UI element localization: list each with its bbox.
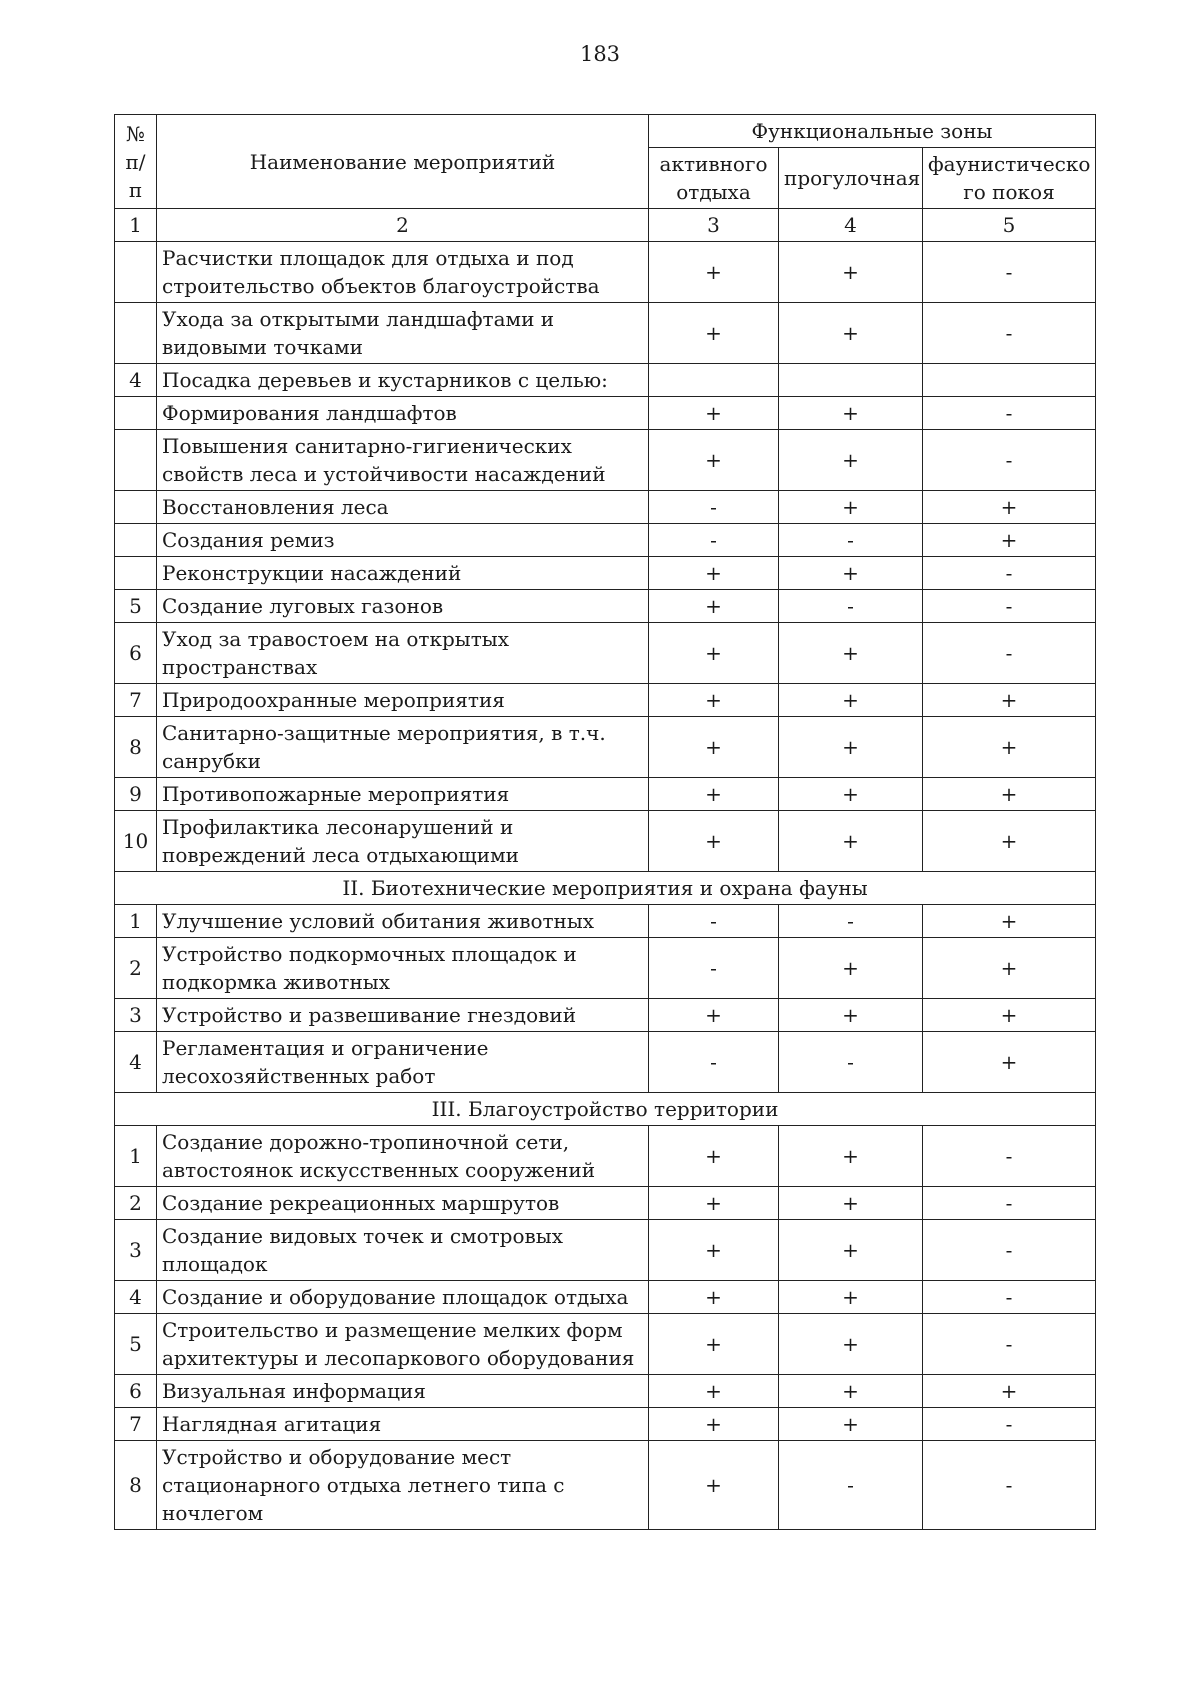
row-name-cell: Реконструкции насаждений [157, 557, 649, 590]
table-row [115, 623, 1096, 684]
row-number-cell: 1 [115, 905, 157, 938]
table-row [115, 938, 1096, 999]
table-row [115, 811, 1096, 872]
table-row [115, 778, 1096, 811]
zone-walking-cell: + [779, 1281, 923, 1314]
measures-table [114, 114, 1096, 1530]
header-zones: Функциональные зоны [649, 115, 1096, 148]
row-name-cell: Создание рекреационных маршрутов [157, 1187, 649, 1220]
row-number-cell: 10 [115, 811, 157, 872]
zone-walking-cell: + [779, 778, 923, 811]
zone-walking-cell: - [779, 905, 923, 938]
section-row [115, 872, 1096, 905]
table-row [115, 364, 1096, 397]
section-title: III. Благоустройство территории [115, 1093, 1096, 1126]
zone-walking-cell: + [779, 557, 923, 590]
zone-walking-cell [779, 364, 923, 397]
zone-fauna-cell: + [923, 717, 1096, 778]
row-name-cell: Ухода за открытыми ландшафтами и видовыми точками [157, 303, 649, 364]
table-row [115, 905, 1096, 938]
table-row [115, 1187, 1096, 1220]
table-row [115, 491, 1096, 524]
zone-fauna-cell: - [923, 590, 1096, 623]
zone-fauna-cell: - [923, 1126, 1096, 1187]
zone-fauna-cell: - [923, 1314, 1096, 1375]
zone-fauna-cell: - [923, 557, 1096, 590]
zone-walking-cell: + [779, 623, 923, 684]
table-row [115, 430, 1096, 491]
zone-fauna-cell: - [923, 1281, 1096, 1314]
zone-walking-cell: + [779, 242, 923, 303]
zone-active-cell: + [649, 999, 779, 1032]
row-name-cell: Расчистки площадок для отдыха и под строительство объектов благоустройства [157, 242, 649, 303]
zone-fauna-cell: - [923, 397, 1096, 430]
header-zone-active: активного отдыха [649, 148, 779, 209]
row-number-cell [115, 430, 157, 491]
zone-fauna-cell: - [923, 242, 1096, 303]
zone-active-cell: - [649, 491, 779, 524]
index-cell: 3 [649, 209, 779, 242]
row-number-cell: 3 [115, 1220, 157, 1281]
table-row [115, 717, 1096, 778]
zone-walking-cell: + [779, 717, 923, 778]
zone-fauna-cell: + [923, 1032, 1096, 1093]
table-row [115, 1375, 1096, 1408]
row-number-cell: 2 [115, 1187, 157, 1220]
zone-fauna-cell: + [923, 811, 1096, 872]
section-row [115, 1093, 1096, 1126]
header-zone-walking: прогулочная [779, 148, 923, 209]
row-name-cell: Посадка деревьев и кустарников с целью: [157, 364, 649, 397]
index-cell: 2 [157, 209, 649, 242]
zone-walking-cell: + [779, 430, 923, 491]
row-number-cell: 6 [115, 623, 157, 684]
row-number-cell: 6 [115, 1375, 157, 1408]
zone-walking-cell: + [779, 1187, 923, 1220]
zone-fauna-cell: - [923, 1220, 1096, 1281]
zone-fauna-cell: + [923, 999, 1096, 1032]
zone-active-cell: + [649, 1281, 779, 1314]
zone-active-cell: + [649, 590, 779, 623]
index-cell: 4 [779, 209, 923, 242]
zone-walking-cell: + [779, 1375, 923, 1408]
zone-walking-cell: + [779, 1408, 923, 1441]
row-number-cell [115, 303, 157, 364]
zone-walking-cell: + [779, 1220, 923, 1281]
zone-walking-cell: + [779, 938, 923, 999]
row-number-cell: 3 [115, 999, 157, 1032]
table-row [115, 1441, 1096, 1530]
row-name-cell: Создание видовых точек и смотровых площадок [157, 1220, 649, 1281]
zone-fauna-cell: - [923, 1408, 1096, 1441]
row-name-cell: Устройство и оборудование мест стационарного отдыха летнего типа с ночлегом [157, 1441, 649, 1530]
zone-active-cell: + [649, 778, 779, 811]
zone-walking-cell: - [779, 1032, 923, 1093]
row-number-cell: 5 [115, 1314, 157, 1375]
zone-active-cell: + [649, 623, 779, 684]
row-number-cell: 7 [115, 1408, 157, 1441]
zone-walking-cell: + [779, 303, 923, 364]
zone-walking-cell: + [779, 491, 923, 524]
row-name-cell: Противопожарные мероприятия [157, 778, 649, 811]
zone-walking-cell: + [779, 811, 923, 872]
zone-walking-cell: + [779, 1126, 923, 1187]
table-row [115, 557, 1096, 590]
zone-active-cell: - [649, 938, 779, 999]
row-name-cell: Устройство подкормочных площадок и подкормка животных [157, 938, 649, 999]
row-name-cell: Повышения санитарно-гигиенических свойств леса и устойчивости насаждений [157, 430, 649, 491]
table-row [115, 1032, 1096, 1093]
row-number-cell: 4 [115, 364, 157, 397]
zone-active-cell: - [649, 905, 779, 938]
table-row [115, 303, 1096, 364]
row-name-cell: Создание и оборудование площадок отдыха [157, 1281, 649, 1314]
row-number-cell: 8 [115, 717, 157, 778]
table-row [115, 999, 1096, 1032]
table-row [115, 590, 1096, 623]
zone-fauna-cell: + [923, 778, 1096, 811]
zone-active-cell: + [649, 303, 779, 364]
row-number-cell: 4 [115, 1032, 157, 1093]
row-number-cell: 7 [115, 684, 157, 717]
row-name-cell: Улучшение условий обитания животных [157, 905, 649, 938]
zone-active-cell: + [649, 397, 779, 430]
zone-fauna-cell: + [923, 1375, 1096, 1408]
header-num: № п/п [115, 115, 157, 209]
zone-fauna-cell: - [923, 623, 1096, 684]
zone-fauna-cell [923, 364, 1096, 397]
row-name-cell: Природоохранные мероприятия [157, 684, 649, 717]
table-row [115, 1314, 1096, 1375]
zone-active-cell: + [649, 1408, 779, 1441]
zone-fauna-cell: + [923, 938, 1096, 999]
zone-fauna-cell: + [923, 684, 1096, 717]
row-number-cell: 2 [115, 938, 157, 999]
row-number-cell [115, 397, 157, 430]
zone-walking-cell: + [779, 999, 923, 1032]
table-row [115, 1281, 1096, 1314]
index-row [115, 209, 1096, 242]
row-name-cell: Профилактика лесонарушений и повреждений леса отдыхающими [157, 811, 649, 872]
row-number-cell: 9 [115, 778, 157, 811]
zone-active-cell: + [649, 242, 779, 303]
zone-active-cell: + [649, 430, 779, 491]
zone-active-cell: + [649, 1220, 779, 1281]
table-row [115, 1126, 1096, 1187]
row-number-cell: 5 [115, 590, 157, 623]
row-name-cell: Санитарно-защитные мероприятия, в т.ч. санрубки [157, 717, 649, 778]
row-name-cell: Устройство и развешивание гнездовий [157, 999, 649, 1032]
row-name-cell: Регламентация и ограничение лесохозяйственных работ [157, 1032, 649, 1093]
row-name-cell: Восстановления леса [157, 491, 649, 524]
row-name-cell: Создание дорожно-тропиночной сети, автостоянок искусственных сооружений [157, 1126, 649, 1187]
table-row [115, 684, 1096, 717]
zone-fauna-cell: + [923, 905, 1096, 938]
index-cell: 1 [115, 209, 157, 242]
zone-active-cell: + [649, 811, 779, 872]
row-name-cell: Строительство и размещение мелких форм архитектуры и лесопаркового оборудования [157, 1314, 649, 1375]
header-name: Наименование мероприятий [157, 115, 649, 209]
row-name-cell: Визуальная информация [157, 1375, 649, 1408]
row-number-cell [115, 242, 157, 303]
table-row [115, 397, 1096, 430]
row-number-cell [115, 524, 157, 557]
zone-walking-cell: + [779, 684, 923, 717]
zone-active-cell: + [649, 717, 779, 778]
zone-fauna-cell: - [923, 303, 1096, 364]
zone-active-cell: + [649, 1126, 779, 1187]
table-row [115, 1220, 1096, 1281]
zone-fauna-cell: - [923, 1187, 1096, 1220]
zone-fauna-cell: - [923, 430, 1096, 491]
row-number-cell: 8 [115, 1441, 157, 1530]
row-number-cell [115, 557, 157, 590]
row-number-cell: 4 [115, 1281, 157, 1314]
header-row-top [115, 115, 1096, 148]
zone-walking-cell: - [779, 524, 923, 557]
index-cell: 5 [923, 209, 1096, 242]
zone-walking-cell: - [779, 1441, 923, 1530]
zone-active-cell [649, 364, 779, 397]
row-name-cell: Создание луговых газонов [157, 590, 649, 623]
table-row [115, 1408, 1096, 1441]
row-name-cell: Уход за травостоем на открытых пространствах [157, 623, 649, 684]
table-row [115, 242, 1096, 303]
table-row [115, 524, 1096, 557]
zone-walking-cell: + [779, 397, 923, 430]
zone-active-cell: + [649, 684, 779, 717]
page-number: 183 [579, 42, 621, 66]
zone-active-cell: - [649, 524, 779, 557]
header-zone-fauna: фаунистическо го покоя [923, 148, 1096, 209]
row-name-cell: Наглядная агитация [157, 1408, 649, 1441]
section-title: II. Биотехнические мероприятия и охрана фауны [115, 872, 1096, 905]
zone-fauna-cell: - [923, 1441, 1096, 1530]
zone-walking-cell: + [779, 1314, 923, 1375]
zone-active-cell: + [649, 557, 779, 590]
row-number-cell: 1 [115, 1126, 157, 1187]
row-number-cell [115, 491, 157, 524]
row-name-cell: Формирования ландшафтов [157, 397, 649, 430]
zone-active-cell: - [649, 1032, 779, 1093]
row-name-cell: Создания ремиз [157, 524, 649, 557]
zone-active-cell: + [649, 1441, 779, 1530]
zone-fauna-cell: + [923, 524, 1096, 557]
zone-fauna-cell: + [923, 491, 1096, 524]
zone-active-cell: + [649, 1187, 779, 1220]
zone-active-cell: + [649, 1375, 779, 1408]
zone-walking-cell: - [779, 590, 923, 623]
zone-active-cell: + [649, 1314, 779, 1375]
